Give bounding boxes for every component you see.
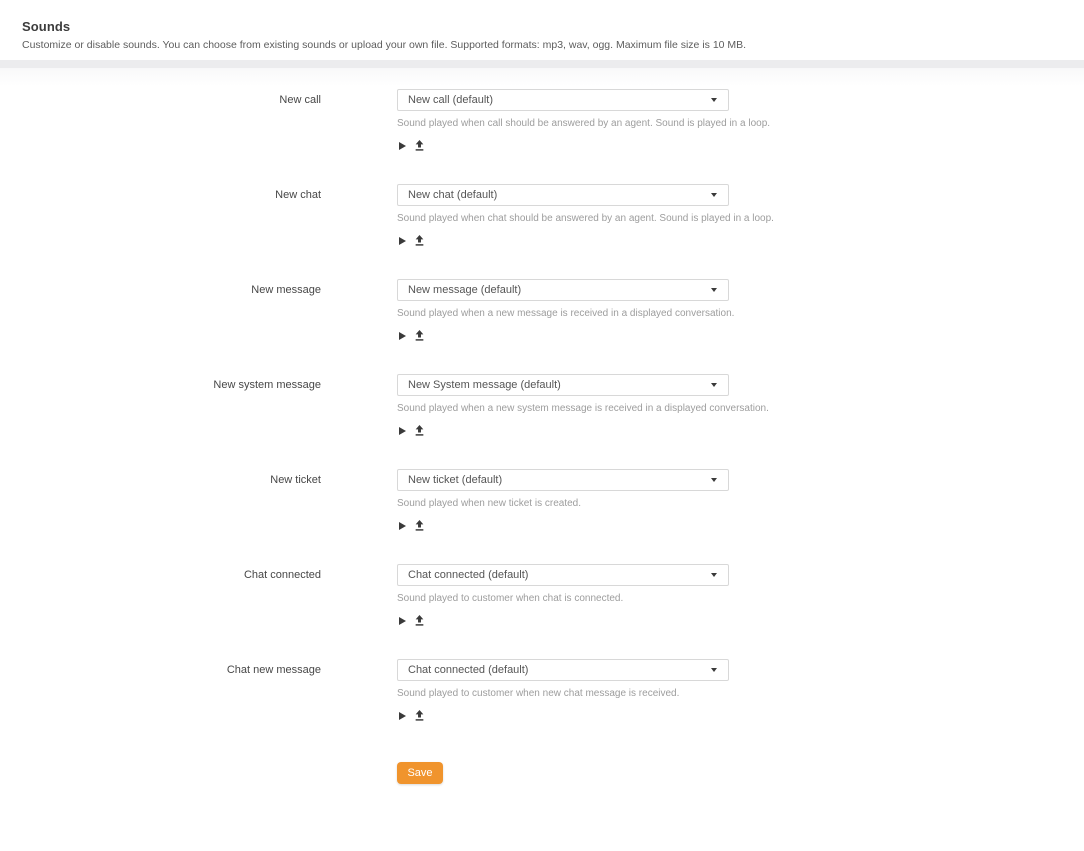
play-icon[interactable]	[399, 427, 406, 435]
sound-label: New ticket	[270, 474, 321, 486]
upload-icon[interactable]	[414, 140, 425, 151]
sound-description: Sound played to customer when chat is connected.	[397, 593, 624, 604]
sound-select-value: New ticket (default)	[408, 474, 503, 486]
chevron-down-icon	[711, 668, 717, 672]
header-divider-fade	[0, 68, 1084, 86]
sound-select-new-ticket[interactable]	[397, 469, 729, 491]
page-subtitle: Customize or disable sounds. You can choose from existing sounds or upload your own file. Supported formats: mp3, wav, ogg. Maximum file size is 10 MB.	[22, 39, 747, 51]
sound-select-new-system-message[interactable]	[397, 374, 729, 396]
sound-description: Sound played when new ticket is created.	[397, 498, 581, 509]
sound-label: New chat	[275, 189, 321, 201]
sounds-form	[0, 86, 1084, 784]
sound-row-chat-connected	[0, 564, 1084, 626]
sound-row-chat-new-message	[0, 659, 1084, 721]
upload-icon[interactable]	[414, 235, 425, 246]
sound-label: Chat new message	[226, 664, 321, 676]
chevron-down-icon	[711, 478, 717, 482]
sound-select-new-call[interactable]	[397, 89, 729, 111]
play-icon[interactable]	[399, 142, 406, 150]
sound-select-value: Chat connected (default)	[408, 569, 529, 581]
sound-select-chat-connected[interactable]	[397, 564, 729, 586]
play-icon[interactable]	[399, 237, 406, 245]
upload-icon[interactable]	[414, 425, 425, 436]
chevron-down-icon	[711, 193, 717, 197]
upload-icon[interactable]	[414, 520, 425, 531]
chevron-down-icon	[711, 98, 717, 102]
upload-icon[interactable]	[414, 710, 425, 721]
sound-row-new-chat	[0, 184, 1084, 246]
play-icon[interactable]	[399, 617, 406, 625]
sound-select-new-chat[interactable]	[397, 184, 729, 206]
header-divider	[0, 60, 1084, 68]
upload-icon[interactable]	[414, 330, 425, 341]
page-header	[0, 0, 1084, 60]
sound-select-value: New System message (default)	[408, 379, 561, 391]
sound-description: Sound played when a new message is received in a displayed conversation.	[397, 308, 735, 319]
play-icon[interactable]	[399, 712, 406, 720]
sound-select-value: New call (default)	[408, 94, 493, 106]
sound-label: New call	[279, 94, 321, 106]
sound-label: New system message	[213, 379, 321, 391]
play-icon[interactable]	[399, 522, 406, 530]
sound-select-value: New message (default)	[408, 284, 522, 296]
sound-select-value: Chat connected (default)	[408, 664, 529, 676]
chevron-down-icon	[711, 288, 717, 292]
chevron-down-icon	[711, 383, 717, 387]
sound-select-chat-new-message[interactable]	[397, 659, 729, 681]
sound-row-new-call	[0, 89, 1084, 151]
sound-description: Sound played when chat should be answered by an agent. Sound is played in a loop.	[397, 213, 774, 224]
chevron-down-icon	[711, 573, 717, 577]
sound-description: Sound played when call should be answered by an agent. Sound is played in a loop.	[397, 118, 771, 129]
sound-label: New message	[251, 284, 321, 296]
sound-description: Sound played to customer when new chat message is received.	[397, 688, 680, 699]
save-button[interactable]: Save	[397, 762, 443, 784]
play-icon[interactable]	[399, 332, 406, 340]
upload-icon[interactable]	[414, 615, 425, 626]
sound-row-new-ticket	[0, 469, 1084, 531]
sound-label: Chat connected	[243, 569, 321, 581]
sound-row-new-message	[0, 279, 1084, 341]
sound-select-new-message[interactable]	[397, 279, 729, 301]
sound-description: Sound played when a new system message is received in a displayed conversation.	[397, 403, 769, 414]
sound-row-new-system-message	[0, 374, 1084, 436]
sound-select-value: New chat (default)	[408, 189, 498, 201]
page-title: Sounds	[22, 19, 71, 34]
